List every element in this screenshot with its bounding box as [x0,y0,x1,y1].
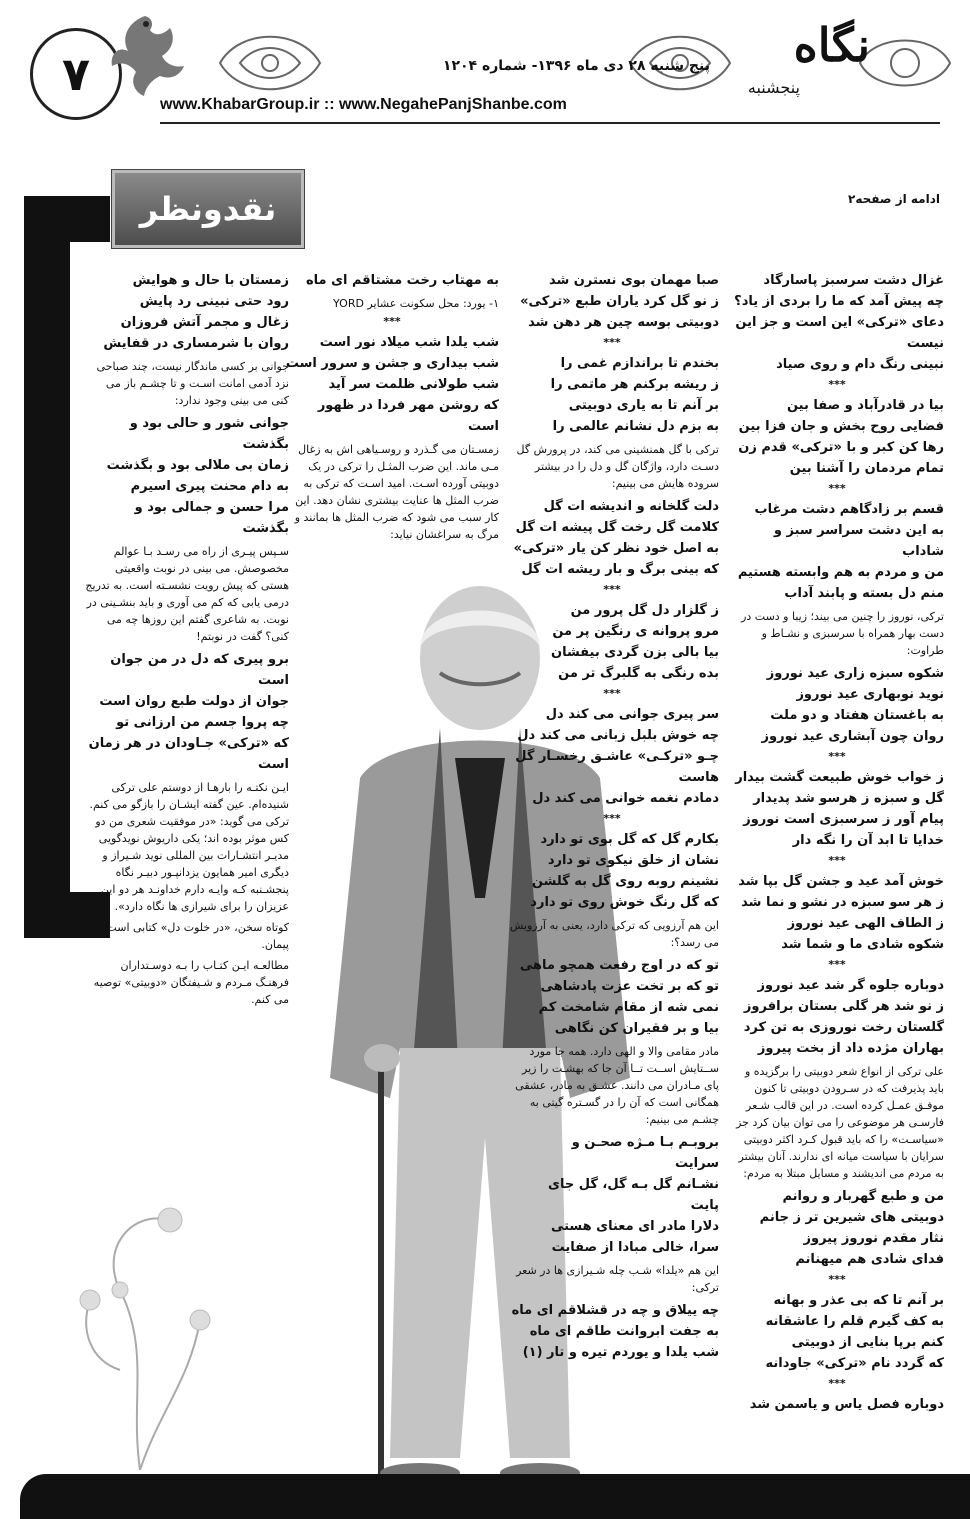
poem-line: شب بیداری و جشن و سرور است [285,356,499,371]
website-links[interactable]: www.KhabarGroup.ir :: www.NegahePanjShanbe.com [160,96,567,113]
logo-subtitle: پنجشنبه [747,78,800,97]
prose-paragraph: این هم آرزویی که ترکی دارد، یعنی به آرزویش می رسد؟: [509,919,719,949]
poem-line: بیا بالی بزن گردی بیفشان [550,645,719,660]
poem-line: ز نو شد هر گلی بستان برافروز [743,999,944,1014]
poem-stanza [285,332,499,437]
newspaper-logo [720,12,880,112]
poem-line: تمام مردمان را آشنا بین [789,461,944,476]
poem-line: گلستان رخت نوروزی به تن کرد [743,1020,944,1035]
stanza-separator: *** [603,687,621,700]
poem-line: پایت [690,1198,719,1213]
stanza-separator: *** [828,958,846,971]
poem-stanza [85,270,289,354]
poem-line: بده رنگی به گلبرگ تر من [558,666,719,681]
poem-line: صبا مهمان بوی نسترن شد [548,273,719,288]
poem-line: چه پروا جسم من ارزانی تو [116,715,289,730]
poem-line: که روشن مهر فردا در ظهور است [317,398,499,434]
poem-line: ز خواب خوش طبیعت گشت بیدار [735,770,944,785]
poem-stanza [730,499,944,604]
stanza-separator: *** [383,315,401,328]
poem-line: نشینم روبه روی گل به گلشن [531,874,719,889]
column-4 [85,270,289,1012]
continued-label: ادامه از صفحه۲ [848,192,940,206]
poem-line: به دام محنت پیری اسیرم [130,479,289,494]
poem-line: جوان از دولت طبع روان است [99,694,289,709]
poem-line: برو پیری که دل در من جوان است [110,652,289,688]
poem-line: سرا، خالی مبادا از صفایت [551,1240,719,1255]
poem-line: دلارا مادر ای معنای هستی [550,1219,719,1234]
poem-line: به مهتاب رخت مشتاقم ای ماه [305,273,499,288]
prose-paragraph: زمسـتان می گـذرد و روسـیاهی اش به زغال مـی ماند. این ضرب المثـل را ترکی در یک دوبیتی آورده اسـت. امید اسـت که ترکی به ضرب المثل ها عنایت بیشتری نشان دهد. این کار سبب می شود که ضرب المثل ها بمانند و مرگ به سراغشان نیاید: [294,443,499,541]
poem-stanza [505,1132,719,1258]
poem-stanza [85,649,289,775]
poem-line: به کف گیرم قلم را عاشقانه [765,1314,944,1329]
poem-line: پیام آور ز سرسبزی است نوروز [743,812,944,827]
poem-line: چه پیش آمد که ما را بردی از یاد؟ [734,294,944,309]
section-title: نقدونظر [112,170,304,248]
poem-line: شب طولانی ظلمت سر آید [328,377,499,392]
poem-stanza [505,353,719,437]
poem-stanza [505,496,719,580]
poem-line: زمستان با حال و هوایش [132,273,289,288]
poem-line: به جفت ابروانت طاقم ای ماه [529,1324,719,1339]
footer-bar [20,1474,970,1519]
stanza-separator: *** [828,482,846,495]
poem-line: جوانی شور و حالی بود و بگذشت [129,416,289,452]
poem-line: ز گلزار دل گل پرور من [570,603,719,618]
poem-line: دوبیتی های شیرین تر ز جانم [759,1210,944,1225]
poem-line: غزال دشت سرسبز پاسارگاد [763,273,944,288]
poem-line: ز الطاف الهی عید نوروز [787,916,944,931]
poem-line: نوید نوبهاری عید نوروز [796,687,944,702]
poem-line: خوش آمد عید و جشن گل بپا شد [738,874,944,889]
poem-line: تو که در اوج رفعت همچو ماهی [519,958,719,973]
poem-line: که گل رنگ خوش روی تو دارد [530,895,719,910]
poem-line: نمی شه از مقام شامخت کم [538,1000,719,1015]
poem-stanza [85,413,289,539]
poem-stanza [505,704,719,809]
poem-stanza [730,1394,944,1415]
poem-stanza [730,1290,944,1374]
poem-line: بکارم گل که گل بوی تو دارد [540,832,719,847]
stanza-separator: *** [603,583,621,596]
poem-stanza [730,270,944,375]
poem-line: شکوه سبزه زاری عید نوروز [766,666,944,681]
poem-line: چـو «ترکـی» عاشـق رخسـار گل [515,749,719,764]
poem-line: دعای «ترکی» این است و جز این [735,315,944,330]
poem-stanza [730,663,944,747]
poem-line: که بینی برگ و بار ریشه ات گل [521,562,719,577]
poem-line: هاست [678,770,719,785]
poem-stanza [730,871,944,955]
prose-paragraph: ترکی با گل همنشینی می کند، در پرورش گل دسـت دارد، واژگان گل و دل را در بیشتر سروده هایش می بینیم: [516,443,719,490]
poem-line: است [257,757,289,772]
header-rule [160,122,940,124]
prose-paragraph: مطالعـه ایـن کتـاب را بـه دوسـتداران فرهنـگ مـردم و شـیفتگان «دوبیتی» توصیه می کنم. [93,959,289,1006]
issue-date: پنج شنبه ۲۸ دی ماه ۱۳۹۶- شماره ۱۲۰۴ [442,58,710,74]
poem-line: به باغستان هفتاد و دو ملت [770,708,944,723]
poem-line: رها کن کبر و با «ترکی» قدم زن [738,440,944,455]
poem-stanza [730,767,944,851]
poem-line: کلامت گل رخت گل پیشه ات گل [515,520,719,535]
poem-line: چه ییلاق و چه در قشلاقم ای ماه [511,1303,719,1318]
poem-stanza [505,829,719,913]
poem-line: قسم بر زادگاهم دشت مرغاب [754,502,944,517]
poem-line: نشان از خلق نیکوی تو دارد [547,853,719,868]
poem-line: گل و سبزه ز هرسو شد پدیدار [753,791,944,806]
bracket-decoration [24,196,70,938]
poem-line: دمادم نغمه خوانی می کند دل [532,791,719,806]
prose-paragraph: سـپس پیـری از راه می رسـد بـا عوالم مخصوصش. می بینی در نوبت واقعیتی هستی که پیش رویت نشسـته است. به تدریج درمی یابی که کم می آوری و باید بنشـینی در نوبت. به شاعری گفتم این روزها چه می کنی؟ گفت در نوبتم! [85,545,289,643]
poem-line: رود حتی نبینی رد پایش [139,294,289,309]
prose-paragraph: جوانی بر کسی ماندگار نیست، چند صباحی نزد آدمی امانت اسـت و تا چشـم باز می کنی می بینی وجود ندارد: [96,360,289,407]
poem-line: نشـانم گل بـه گل، گل جای [548,1177,719,1192]
poem-line: بروبـم بـا مـژه صحـن و [571,1135,719,1150]
poem-line: نیست [906,336,944,351]
poem-line: بیا و بر فقیران کن نگاهی [554,1021,719,1036]
stanza-separator: *** [828,378,846,391]
poem-line: سر پیری جوانی می کند دل [545,707,719,722]
stanza-separator: *** [603,812,621,825]
poem-line: نبینی رنگ دام و روی صیاد [776,357,944,372]
poem-line: خدایا تا ابد آن را نگه دار [792,833,944,848]
poem-line: دوباره جلوه گر شد عید نوروز [757,978,944,993]
page-number: ۷ [30,28,122,120]
poem-stanza [505,955,719,1039]
poem-line: شب یلدا و یوردم تیره و تار (۱) [522,1345,719,1360]
poem-line: فضایی روح بخش و جان فزا بین [738,419,944,434]
poem-line: ز هر سو سبزه در نشو و نما شد [741,895,944,910]
poem-line: دلت گلخانه و اندیشه ات گل [543,499,719,514]
poem-line: شکوه شادی ما و شما شد [781,937,944,952]
poem-stanza [505,600,719,684]
stanza-separator: *** [828,854,846,867]
poem-line: بیا در قادرآباد و صفا بین [786,398,944,413]
poem-line: بر آنم تا به یاری دوبیتی [568,398,719,413]
bracket-top [24,196,110,242]
poem-line: فدای شادی هم میهنانم [795,1252,944,1267]
poem-line: به بزم دل نشانم عالمی را [552,419,719,434]
prose-paragraph: کوتاه سخن، «در خلوت دل» کتابی است پر و پیمان. [84,921,289,951]
poem-line: به این دشت سراسر سبز و شاداب [773,523,944,559]
poem-line: دوباره فصل یاس و یاسمن شد [749,1397,944,1412]
poem-line: شب یلدا شب میلاد نور است [319,335,499,350]
poem-line: چه خوش بلبل زبانی می کند دل [517,728,719,743]
stanza-separator: *** [603,336,621,349]
poem-line: منم دل بسته و پابند آداب [784,586,944,601]
poem-stanza [505,270,719,333]
poem-line: تو که بر تخت عزت پادشاهی [540,979,719,994]
stanza-separator: *** [828,750,846,763]
prose-paragraph: این هم «یلدا» شـب چله شـیرازی ها در شعر ترکی: [516,1264,719,1294]
logo-title: نگاه [793,18,870,72]
poem-line: روان با شرمساری در قفایش [103,336,289,351]
poem-line: بر آنم تا که بی عذر و بهانه [773,1293,944,1308]
poem-line: به اصل خود نظر کن یار «ترکی» [513,541,719,556]
prose-paragraph: ایـن نکتـه را بارهـا از دوستم علی ترکی شنیده‌ام. عین گفته ایشـان را بازگو می کنم. ترکی می گوید: «در موفقیت شعری من دو کس موثر بوده اند؛ یکی داریوش نویدگویی مدیـر انتشـارات بین المللی نوید شـیراز و دیگری امیر همایون یزدانپـور دبیـر نگاه پنجشـنبه کـه وایـه دارم خداونـد هر دو این عزیزان را برای شیرازی ها نگاه دارد». [89,781,289,913]
prose-paragraph: ترکی، نوروز را چنین می بیند؛ زیبا و دست در دست بهار همراه با سرسبزی و نشـاط و طراوت: [741,610,944,657]
poem-line: من و طبع گهربار و روانم [782,1189,944,1204]
poem-line: زغال و مجمر آتش فروزان [120,315,289,330]
poem-line: کنم برپا بنایی از دوبیتی [791,1335,944,1350]
poem-line: بهاران مژده داد از بخت پیروز [757,1041,944,1056]
poem-stanza [730,395,944,479]
poem-line: دوبیتی بوسه چین هر دهن شد [528,315,719,330]
column-2 [505,270,719,1367]
poem-line: ز نو گل کرد یاران طبع «ترکی» [520,294,719,309]
poem-line: که «ترکی» جـاودان در هر زمان [88,736,289,751]
ornament-left-icon [210,18,330,108]
poem-line: مرا حسن و جمالی بود و بگذشت [134,500,289,536]
poem-line: مرو پروانه ی رنگین پر من [552,624,719,639]
prose-paragraph: علی ترکی از انواع شعر دوبیتی را برگزیده و باید پذیرفت که در سـرودن دوبیتی تا کنون موفـق عمـل کرده است. در این قالب شـعر فارسـی هر موضوعی را می توان بیان کرد جز «سیاسـت» را که باید قبول کـرد اکثر دوبیتی سرایان با سیاست میانه ای ندارند. آنان بیشتر به مردم می اندیشند و مسایل مبتلا به مردم: [736,1065,944,1180]
poem-line: ز ریشه برکنم هر ماتمی را [550,377,719,392]
poem-line: من و مردم به هم وابسته هستیم [737,565,944,580]
poem-line: روان چون آبشاری عید نوروز [761,729,944,744]
poem-line: نثار مقدم نوروز پیروز [803,1231,944,1246]
column-1 [730,270,944,1419]
prose-paragraph: ۱- یورد: محل سکونت عشایر YORD [333,297,499,310]
poem-stanza [285,270,499,291]
poem-line: که گردد نام «ترکی» جاودانه [765,1356,944,1371]
poem-line: زمان بی ملالی بود و بگذشت [106,458,289,473]
column-3 [285,270,499,547]
poem-stanza [730,975,944,1059]
prose-paragraph: مادر مقامی والا و الهی دارد. همه جا مورد ســتایش اســت تــا آن جا که بهشـت را زیر پای مـادران می دانند. عشـق به مادر، عشقی همگانی است که آن را در گسـتره گیتی به چشـم می بینیم: [515,1045,719,1126]
phoenix-bird-icon [100,6,190,101]
poem-line: بخندم تا براندازم غمی را [560,356,719,371]
poem-stanza [730,1186,944,1270]
poem-stanza [505,1300,719,1363]
poem-line: سرایت [675,1156,719,1171]
stanza-separator: *** [828,1273,846,1286]
stanza-separator: *** [828,1377,846,1390]
flower-decoration-icon [60,1150,220,1470]
